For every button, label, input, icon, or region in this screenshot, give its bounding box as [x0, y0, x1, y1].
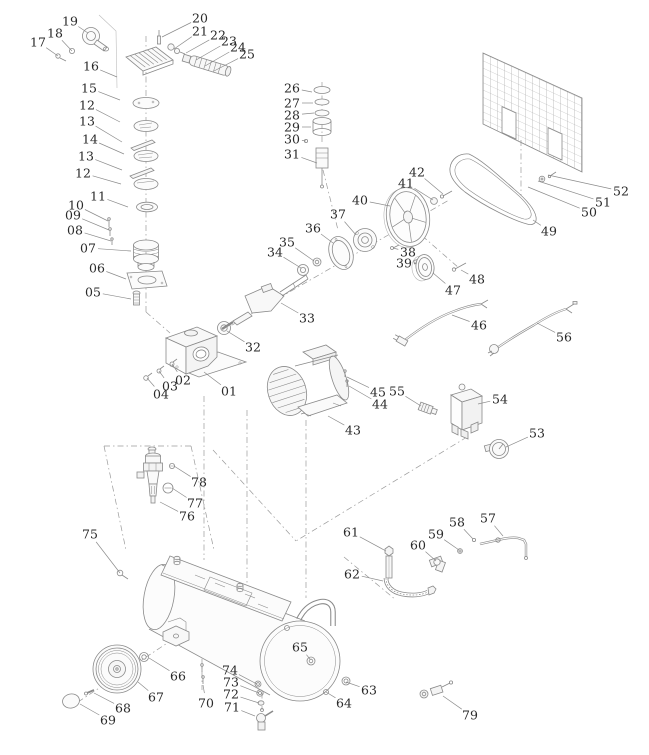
valve-body-part-31 — [316, 148, 328, 188]
leader-line-55 — [406, 396, 422, 406]
plate-part-12b — [134, 179, 158, 190]
part-label-10: 10 — [68, 197, 84, 213]
leader-line-69 — [80, 704, 99, 715]
part-label-68: 68 — [115, 700, 131, 716]
part-label-14: 14 — [82, 131, 98, 147]
leader-line-03 — [159, 371, 164, 378]
part-label-13: 13 — [79, 113, 95, 129]
leader-line-12 — [93, 176, 121, 184]
leader-line-28 — [302, 113, 314, 114]
part-label-44: 44 — [372, 396, 388, 412]
fitting-part-79 — [420, 681, 453, 698]
panel-edge-line — [99, 15, 117, 88]
ring-part-27 — [315, 99, 329, 105]
part-label-07: 07 — [80, 240, 96, 256]
part-label-53: 53 — [529, 425, 545, 441]
part-label-19: 19 — [62, 13, 78, 29]
elbow-fitting-part-60 — [429, 556, 445, 572]
part-label-67: 67 — [148, 689, 164, 705]
part-label-38: 38 — [400, 244, 416, 260]
part-label-49: 49 — [541, 223, 557, 239]
part-label-41: 41 — [398, 175, 414, 191]
leader-line-07 — [98, 249, 131, 251]
gasket-part-36 — [324, 233, 357, 273]
leader-line-52 — [548, 175, 611, 189]
valve-stack-group — [108, 98, 167, 306]
leader-line-23 — [196, 46, 220, 60]
part-label-70: 70 — [198, 695, 214, 711]
part-label-12: 12 — [79, 97, 95, 113]
part-label-77: 77 — [187, 495, 203, 511]
leader-line-17 — [46, 48, 58, 56]
leader-line-42 — [425, 179, 443, 195]
pipes-group — [385, 538, 528, 595]
leader-line-64 — [326, 692, 336, 698]
part-label-39: 39 — [396, 255, 412, 271]
leader-line-51 — [538, 181, 594, 199]
leader-line-22 — [186, 40, 209, 53]
part-label-45: 45 — [370, 384, 386, 400]
part-label-50: 50 — [581, 204, 597, 220]
part-label-73: 73 — [223, 674, 239, 690]
leader-line-26 — [302, 90, 312, 92]
leader-line-18 — [62, 40, 72, 51]
bolt-part-05 — [133, 291, 140, 305]
leader-line-10 — [85, 210, 108, 222]
regulator-group — [117, 447, 174, 579]
tank-group — [138, 556, 350, 730]
leader-line-56 — [537, 323, 555, 332]
part-label-32: 32 — [245, 339, 261, 355]
part-label-16: 16 — [83, 58, 99, 74]
leader-line-67 — [138, 682, 148, 691]
leader-line-77 — [172, 488, 187, 498]
part-label-54: 54 — [492, 391, 508, 407]
part-label-51: 51 — [595, 194, 611, 210]
part-label-21: 21 — [192, 23, 208, 39]
leader-line-34 — [284, 257, 302, 268]
part-label-43: 43 — [345, 422, 361, 438]
crankcase-group — [144, 327, 246, 380]
part-label-23: 23 — [221, 33, 237, 49]
part-label-40: 40 — [352, 192, 368, 208]
part-label-09: 09 — [65, 207, 81, 223]
base-gasket-part-06 — [127, 271, 167, 289]
part-label-59: 59 — [428, 526, 444, 542]
ring-part-34 — [298, 265, 309, 276]
part-label-47: 47 — [445, 282, 461, 298]
leader-line-70 — [203, 685, 204, 693]
part-label-31: 31 — [284, 146, 300, 162]
leader-line-53 — [506, 437, 528, 447]
part-label-02: 02 — [175, 372, 191, 388]
leader-line-40 — [370, 202, 390, 206]
part-label-18: 18 — [47, 25, 63, 41]
part-label-61: 61 — [343, 524, 359, 540]
part-label-55: 55 — [389, 383, 405, 399]
part-label-56: 56 — [556, 329, 572, 345]
valve-plate-part-13a — [134, 151, 158, 162]
part-label-74: 74 — [222, 662, 238, 678]
part-label-30: 30 — [284, 131, 300, 147]
part-label-28: 28 — [284, 107, 300, 123]
ring-part-35 — [313, 258, 321, 266]
leader-line-79 — [443, 696, 462, 709]
part-label-29: 29 — [284, 119, 300, 135]
part-label-57: 57 — [480, 510, 496, 526]
flywheel-part-40 — [380, 185, 433, 251]
leader-line-58 — [464, 529, 473, 539]
belt-guard-group — [450, 53, 582, 225]
part-label-04: 04 — [153, 386, 169, 402]
part-label-35: 35 — [279, 234, 295, 250]
part-label-65: 65 — [292, 639, 308, 655]
leader-line-06 — [106, 272, 126, 280]
leader-line-76 — [160, 502, 178, 511]
leader-line-37 — [345, 222, 357, 235]
leader-line-05 — [103, 294, 131, 299]
leader-line-44 — [349, 386, 371, 399]
leader-line-43 — [328, 416, 344, 425]
pressure-gauge-part-53 — [484, 440, 508, 459]
screw-part-38 — [391, 245, 400, 250]
leader-line-47 — [433, 273, 445, 284]
part-label-58: 58 — [449, 514, 465, 530]
part-label-13: 13 — [78, 148, 94, 164]
knob-part-77 — [163, 483, 173, 493]
motor-part-43 — [261, 345, 353, 421]
leader-line-20 — [162, 23, 191, 38]
leader-line-21 — [174, 37, 192, 49]
ring-part-63 — [342, 677, 350, 685]
leader-line-13 — [95, 160, 122, 170]
regulator-part-76 — [137, 447, 163, 503]
plate-part-12a — [134, 121, 158, 132]
screw-part-78 — [169, 463, 174, 468]
ring-part-26 — [314, 87, 330, 94]
part-label-64: 64 — [336, 695, 352, 711]
leader-line-09 — [82, 219, 109, 230]
leader-line-78 — [174, 466, 191, 477]
part-label-26: 26 — [284, 80, 300, 96]
leader-line-30 — [302, 140, 306, 141]
part-label-27: 27 — [284, 95, 300, 111]
leader-line-04 — [147, 378, 154, 387]
nut-part-41 — [431, 198, 438, 205]
leader-line-16 — [100, 70, 117, 77]
part-label-20: 20 — [192, 10, 208, 26]
reed-valve-part-14b — [130, 168, 154, 179]
ring-part-28 — [315, 110, 329, 116]
crankshaft-part-33 — [222, 275, 308, 329]
part-label-17: 17 — [30, 34, 46, 50]
guard-screws-part-51-52 — [539, 172, 556, 182]
part-label-48: 48 — [469, 271, 485, 287]
cap-part-69 — [61, 692, 81, 709]
leader-line-38 — [393, 248, 398, 249]
part-label-46: 46 — [471, 317, 487, 333]
part-label-78: 78 — [191, 474, 207, 490]
part-label-71: 71 — [224, 699, 240, 715]
wheel-part-67 — [93, 645, 141, 693]
leader-line-66 — [149, 658, 170, 671]
intake-filter-part-19 — [83, 28, 109, 52]
part-label-42: 42 — [409, 164, 425, 180]
washer-part-66 — [140, 653, 149, 662]
leader-line-48 — [461, 270, 468, 274]
leader-line-12 — [96, 110, 120, 122]
motor-group — [261, 345, 438, 421]
bolt-part-20 — [157, 30, 160, 44]
belt-guard-part-50 — [483, 53, 582, 172]
leader-line-35 — [295, 248, 314, 261]
part-label-01: 01 — [221, 383, 237, 399]
part-label-24: 24 — [230, 39, 246, 55]
leader-line-13 — [96, 126, 122, 142]
part-label-06: 06 — [89, 260, 105, 276]
leader-line-14 — [99, 143, 124, 154]
leader-line-45 — [347, 377, 369, 388]
leader-line-50 — [528, 187, 580, 208]
part-label-34: 34 — [267, 244, 283, 260]
part-label-63: 63 — [361, 682, 377, 698]
gasket-part-11 — [137, 202, 158, 212]
part-label-33: 33 — [299, 310, 315, 326]
leader-line-49 — [533, 220, 541, 225]
leader-line-32 — [227, 331, 245, 342]
outlet-pipe-part-61-62 — [385, 546, 436, 595]
leader-line-61 — [360, 537, 386, 551]
part-label-52: 52 — [613, 183, 629, 199]
screw-part-17 — [56, 54, 66, 61]
part-label-75: 75 — [82, 526, 98, 542]
leader-line-31 — [301, 157, 317, 163]
bolt-part-42 — [440, 191, 452, 198]
head-gasket-part-15 — [133, 98, 159, 109]
part-label-12: 12 — [75, 165, 91, 181]
part-label-60: 60 — [410, 537, 426, 553]
piston-part-07 — [134, 240, 159, 271]
plug-part-55 — [418, 402, 438, 416]
leader-line-68 — [94, 693, 114, 703]
axle-bolts-part-70 — [201, 664, 205, 684]
leader-line-11 — [107, 199, 128, 207]
check-valve-group — [304, 87, 331, 189]
leader-line-36 — [321, 234, 333, 243]
part-label-03: 03 — [162, 378, 178, 394]
part-label-66: 66 — [170, 668, 186, 684]
elbow-fitting-part-21-22 — [168, 44, 185, 54]
part-label-37: 37 — [330, 206, 346, 222]
part-label-22: 22 — [210, 27, 226, 43]
part-label-08: 08 — [67, 222, 83, 238]
part-label-76: 76 — [179, 508, 195, 524]
part-label-11: 11 — [90, 188, 106, 204]
leader-line-72 — [241, 697, 260, 703]
leader-line-33 — [281, 303, 298, 313]
part-label-25: 25 — [239, 46, 255, 62]
leader-line-71 — [241, 711, 255, 716]
v-belt-part-49 — [450, 154, 536, 225]
steel-tube-part-57 — [480, 538, 528, 560]
part-label-15: 15 — [81, 80, 97, 96]
leader-line-46 — [452, 315, 470, 322]
part-label-79: 79 — [462, 707, 478, 723]
bearing-housing-part-37 — [354, 229, 377, 252]
part-label-72: 72 — [223, 686, 239, 702]
leader-line-01 — [204, 372, 221, 385]
reed-valve-part-14a — [131, 140, 155, 151]
leader-line-59 — [444, 540, 459, 550]
leader-line-15 — [98, 92, 120, 100]
part-label-05: 05 — [85, 284, 101, 300]
leader-line-57 — [494, 526, 503, 536]
part-label-36: 36 — [305, 220, 321, 236]
screws-part-02-03-04 — [144, 359, 177, 380]
pressure-switch-part-54 — [451, 384, 482, 439]
part-label-69: 69 — [100, 712, 116, 728]
leader-line-75 — [96, 542, 120, 573]
cylinder-head-part-16 — [126, 47, 173, 75]
part-label-62: 62 — [344, 566, 360, 582]
